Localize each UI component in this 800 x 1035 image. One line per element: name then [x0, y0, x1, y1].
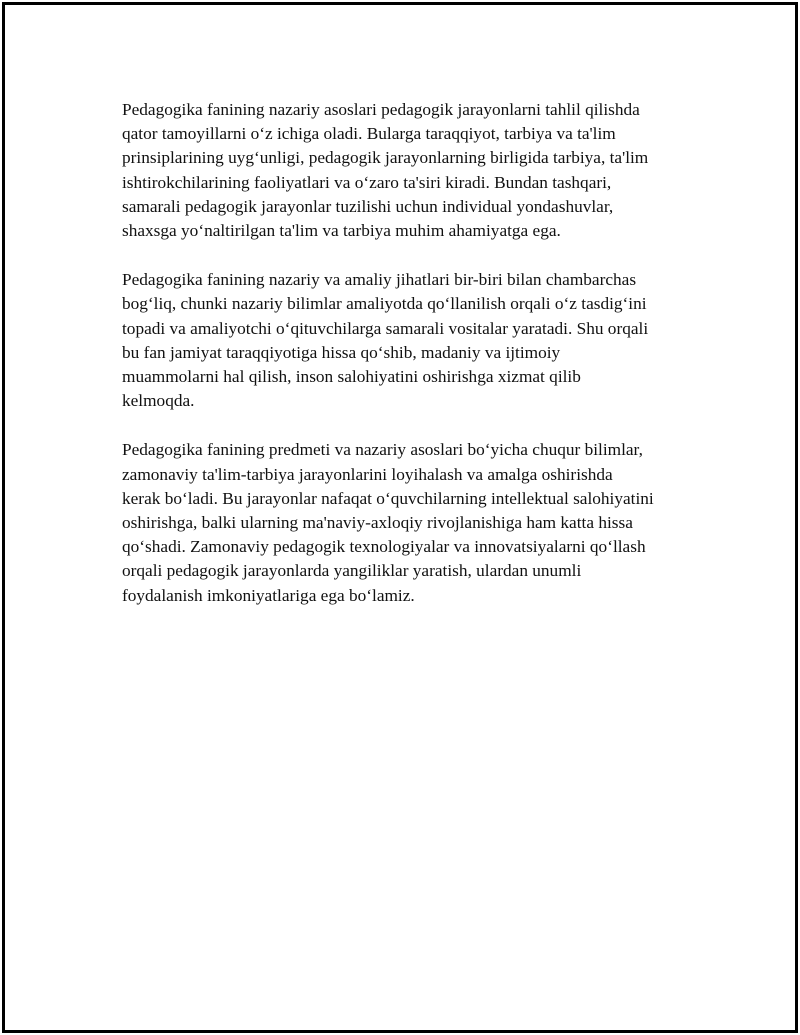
- text-line: bog‘liq, chunki nazariy bilimlar amaliyotda qo‘llanilish orqali o‘z tasdig‘ini: [122, 294, 647, 314]
- text-line: oshirishga, balki ularning ma'naviy-axloqiy rivojlanishiga ham katta hissa: [122, 513, 633, 533]
- text-line: shaxsga yo‘naltirilgan ta'lim va tarbiya muhim ahamiyatga ega.: [122, 221, 561, 241]
- text-line: qator tamoyillarni o‘z ichiga oladi. Bularga taraqqiyot, tarbiya va ta'lim: [122, 124, 616, 144]
- text-line: foydalanish imkoniyatlariga ega bo‘lamiz.: [122, 585, 415, 605]
- text-line: zamonaviy ta'lim-tarbiya jarayonlarini loyihalash va amalga oshirishda: [122, 464, 613, 484]
- paragraph-2: [122, 268, 712, 413]
- text-line: qo‘shadi. Zamonaviy pedagogik texnologiyalar va innovatsiyalarni qo‘llash: [122, 537, 646, 557]
- text-line: samarali pedagogik jarayonlar tuzilishi uchun individual yondashuvlar,: [122, 196, 614, 216]
- text-line: prinsiplarining uyg‘unligi, pedagogik jarayonlarning birligida tarbiya, ta'lim: [122, 148, 649, 168]
- text-line: ishtirokchilarining faoliyatlari va o‘zaro ta'siri kiradi. Bundan tashqari,: [122, 172, 612, 192]
- document-body: [122, 98, 712, 633]
- text-line: muammolarni hal qilish, inson salohiyatini oshirishga xizmat qilib: [122, 367, 581, 387]
- page-border: [2, 2, 798, 1033]
- text-line: kerak bo‘ladi. Bu jarayonlar nafaqat o‘quvchilarning intellektual salohiyatini: [122, 488, 654, 508]
- text-line: Pedagogika fanining nazariy asoslari pedagogik jarayonlarni tahlil qilishda: [122, 100, 640, 119]
- text-line: orqali pedagogik jarayonlarda yangiliklar yaratish, ulardan unumli: [122, 561, 582, 581]
- text-line: Pedagogika fanining predmeti va nazariy asoslari bo‘yicha chuqur bilimlar,: [122, 440, 643, 460]
- text-line: topadi va amaliyotchi o‘qituvchilarga samarali vositalar yaratadi. Shu orqali: [122, 318, 649, 338]
- text-line: Pedagogika fanining nazariy va amaliy jihatlari bir-biri bilan chambarchas: [122, 270, 637, 290]
- paragraph-3: [122, 438, 712, 607]
- paragraph-1: [122, 98, 712, 243]
- text-line: kelmoqda.: [122, 391, 195, 411]
- text-line: bu fan jamiyat taraqqiyotiga hissa qo‘shib, madaniy va ijtimoiy: [122, 342, 561, 362]
